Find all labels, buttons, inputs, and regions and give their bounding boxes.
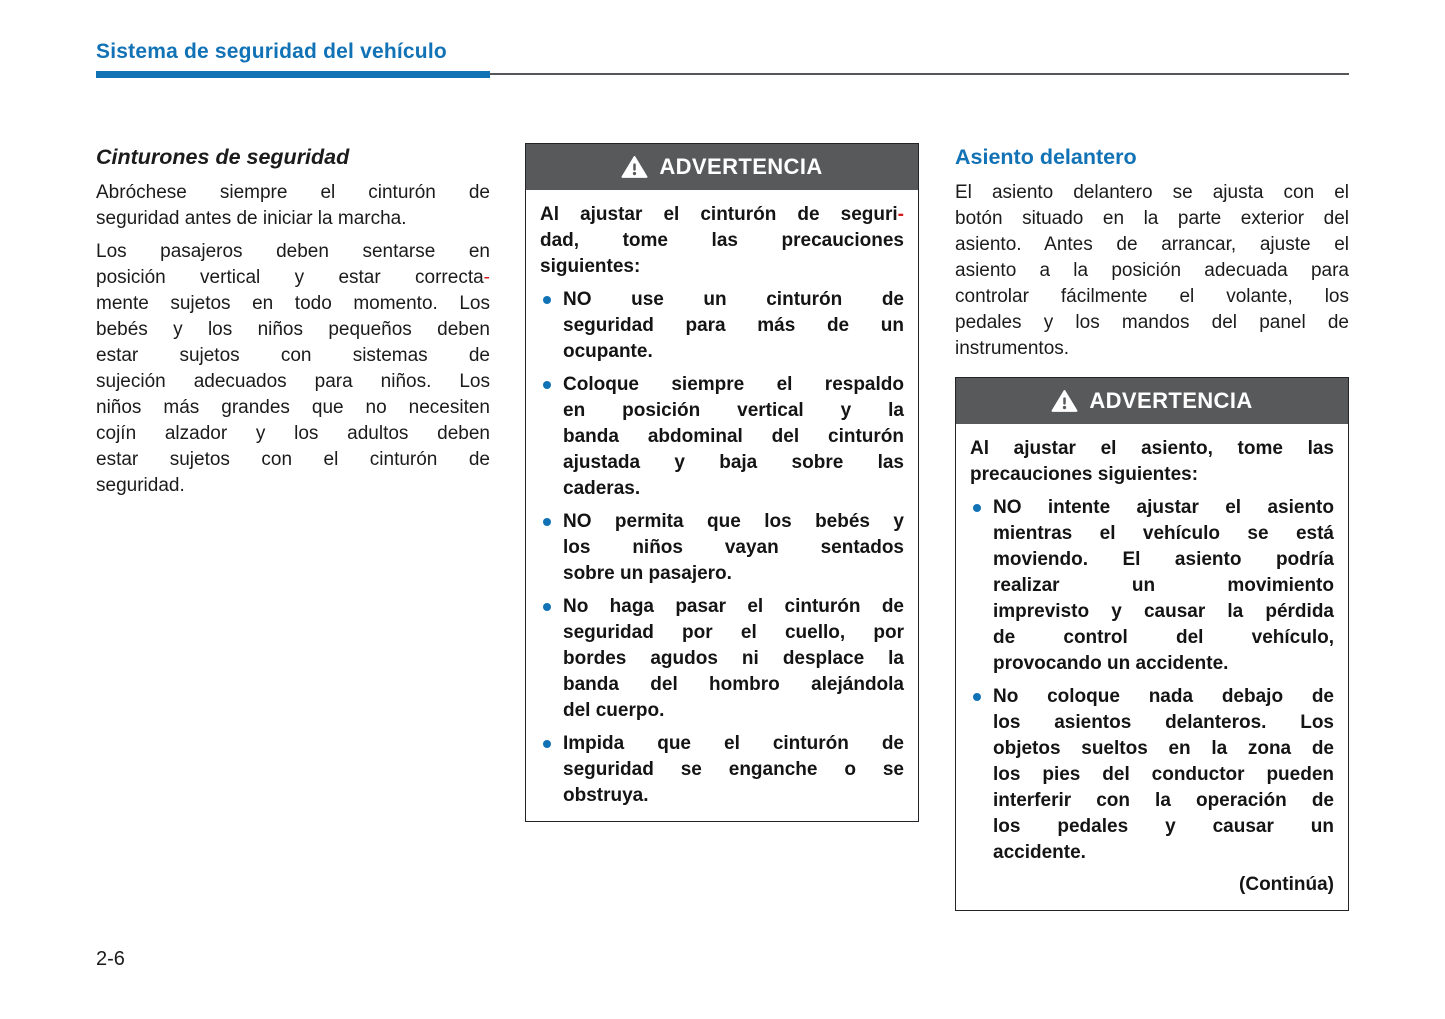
text-line: banda del hombro alejándola xyxy=(563,674,904,695)
text-line: estar sujetos con sistemas de xyxy=(96,345,490,366)
text-line: en posición vertical y la xyxy=(563,400,904,421)
text-line: interferir con la operación de xyxy=(993,790,1334,811)
text-line: seguridad por el cuello, por xyxy=(563,622,904,643)
text-line: realizar un movimiento xyxy=(993,575,1334,596)
text-line: obstruya. xyxy=(563,785,649,806)
warning-triangle-icon xyxy=(1051,389,1078,413)
warning-triangle-icon xyxy=(621,155,648,179)
text-line: seguridad. xyxy=(96,475,185,496)
text-line: de control del vehículo, xyxy=(993,627,1334,648)
right-column-heading: Asiento delantero xyxy=(955,145,1137,169)
bullet-dot-icon xyxy=(543,603,551,611)
left-column xyxy=(96,143,490,506)
text-line: mientras el vehículo se está xyxy=(993,523,1334,544)
warning-bullet-item xyxy=(540,509,904,587)
warning-title: ADVERTENCIA xyxy=(1089,388,1253,413)
warning-bullet-item xyxy=(540,731,904,809)
text-line: Los pasajeros deben sentarse en xyxy=(96,241,490,262)
text-line: objetos sueltos en la zona de xyxy=(993,738,1334,759)
bullet-dot-icon xyxy=(973,693,981,701)
text-line: moviendo. El asiento podría xyxy=(993,549,1334,570)
text-line: del cuerpo. xyxy=(563,700,665,721)
bullet-text xyxy=(563,594,904,724)
paragraph-seatbelt-1 xyxy=(96,180,490,232)
text-line: Al ajustar el cinturón de seguri- xyxy=(540,204,904,225)
bullet-text xyxy=(993,495,1334,677)
bullet-dot-icon xyxy=(543,518,551,526)
red-hyphen: - xyxy=(483,267,490,288)
text-line: NO use un cinturón de xyxy=(563,289,904,310)
text-line: instrumentos. xyxy=(955,338,1070,359)
section-title: Sistema de seguridad del vehículo xyxy=(96,40,447,63)
warning-body xyxy=(956,424,1348,910)
text-line: banda abdominal del cinturón xyxy=(563,426,904,447)
text-line: seguridad para más de un xyxy=(563,315,904,336)
text-line: controlar fácilmente el volante, los xyxy=(955,286,1349,307)
text-line: ocupante. xyxy=(563,341,653,362)
header-accent-bar xyxy=(96,71,490,78)
text-line: No haga pasar el cinturón de xyxy=(563,596,904,617)
page-number: 2-6 xyxy=(96,948,125,970)
warning-bullet-item xyxy=(540,372,904,502)
text-line: sobre un pasajero. xyxy=(563,563,732,584)
text-line: cojín alzador y los adultos deben xyxy=(96,423,490,444)
bullet-text xyxy=(563,509,904,587)
red-hyphen: - xyxy=(897,204,904,225)
text-line: caderas. xyxy=(563,478,641,499)
warning-body xyxy=(526,190,918,821)
bullet-text xyxy=(563,287,904,365)
warning-bullet-list xyxy=(540,287,904,809)
warning-bullet-item xyxy=(970,684,1334,866)
page-header xyxy=(96,40,1349,79)
text-line: niños más grandes que no necesiten xyxy=(96,397,490,418)
text-line: estar sujetos con el cinturón de xyxy=(96,449,490,470)
text-line: los niños vayan sentados xyxy=(563,537,904,558)
warning-intro xyxy=(540,202,904,280)
paragraph-front-seat xyxy=(955,180,1349,362)
text-line: No coloque nada debajo de xyxy=(993,686,1334,707)
text-line: Impida que el cinturón de xyxy=(563,733,904,754)
text-line: botón situado en la parte exterior del xyxy=(955,208,1349,229)
text-line: Abróchese siempre el cinturón de xyxy=(96,182,490,203)
text-line: mente sujetos en todo momento. Los xyxy=(96,293,490,314)
text-line: asiento a la posición adecuada para xyxy=(955,260,1349,281)
text-line: El asiento delantero se ajusta con el xyxy=(955,182,1349,203)
text-line: bebés y los niños pequeños deben xyxy=(96,319,490,340)
warning-header xyxy=(526,144,918,190)
bullet-dot-icon xyxy=(543,381,551,389)
text-line: sujeción adecuados para niños. Los xyxy=(96,371,490,392)
bullet-text xyxy=(563,731,904,809)
text-line: Coloque siempre el respaldo xyxy=(563,374,904,395)
text-line: imprevisto y causar la pérdida xyxy=(993,601,1334,622)
text-line: accidente. xyxy=(993,842,1086,863)
paragraph-seatbelt-2 xyxy=(96,239,490,499)
text-line: seguridad antes de iniciar la marcha. xyxy=(96,208,407,229)
warning-bullet-list xyxy=(970,495,1334,866)
bullet-text xyxy=(563,372,904,502)
bullet-dot-icon xyxy=(543,296,551,304)
warning-box-seatbelt xyxy=(525,143,919,822)
text-line: posición vertical y estar correcta- xyxy=(96,267,490,288)
text-line: los pedales y causar un xyxy=(993,816,1334,837)
bullet-text xyxy=(993,684,1334,866)
text-line: ajustada y baja sobre las xyxy=(563,452,904,473)
text-line: pedales y los mandos del panel de xyxy=(955,312,1349,333)
middle-column xyxy=(525,143,919,822)
text-line: bordes agudos ni desplace la xyxy=(563,648,904,669)
text-line: siguientes: xyxy=(540,256,641,277)
warning-bullet-item xyxy=(540,594,904,724)
warning-bullet-item xyxy=(540,287,904,365)
warning-bullet-item xyxy=(970,495,1334,677)
warning-title: ADVERTENCIA xyxy=(659,154,823,179)
right-column xyxy=(955,143,1349,911)
text-line: los pies del conductor pueden xyxy=(993,764,1334,785)
continuation-label: (Continúa) xyxy=(1239,874,1334,895)
text-line: precauciones siguientes: xyxy=(970,464,1199,485)
bullet-dot-icon xyxy=(543,740,551,748)
text-line: los asientos delanteros. Los xyxy=(993,712,1334,733)
text-line: dad, tome las precauciones xyxy=(540,230,904,251)
text-line: NO intente ajustar el asiento xyxy=(993,497,1334,518)
text-line: asiento. Antes de arrancar, ajuste el xyxy=(955,234,1349,255)
text-line: Al ajustar el asiento, tome las xyxy=(970,438,1334,459)
header-rule xyxy=(96,71,1349,79)
warning-header xyxy=(956,378,1348,424)
text-line: seguridad se enganche o se xyxy=(563,759,904,780)
text-line: NO permita que los bebés y xyxy=(563,511,904,532)
left-column-heading: Cinturones de seguridad xyxy=(96,145,350,169)
warning-box-seat xyxy=(955,377,1349,911)
bullet-dot-icon xyxy=(973,504,981,512)
text-line: provocando un accidente. xyxy=(993,653,1229,674)
warning-intro xyxy=(970,436,1334,488)
